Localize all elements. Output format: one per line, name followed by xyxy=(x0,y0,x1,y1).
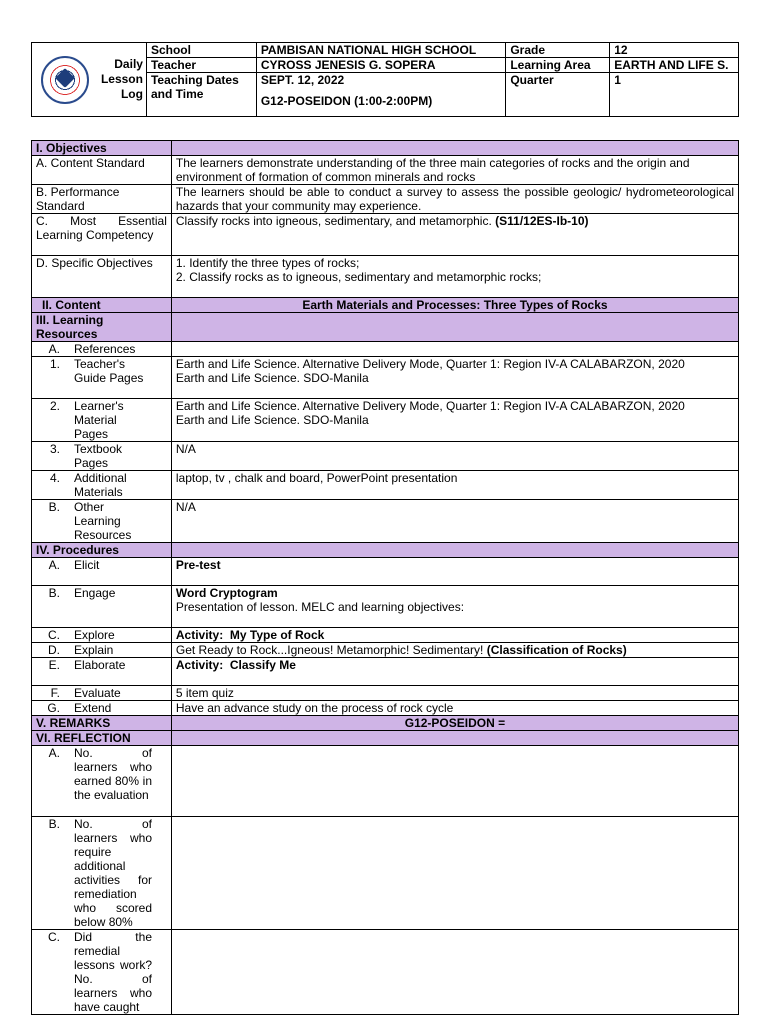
teaching-dates-label: Teaching Dates and Time xyxy=(146,73,256,117)
performance-standard-label: B. Performance Standard xyxy=(32,185,172,214)
performance-standard-value: The learners should be able to conduct a survey to assess the possible geologic/ hydrometeorological hazards that your community may experience. xyxy=(171,185,738,214)
dll-title: Daily Lesson Log xyxy=(93,43,146,117)
deped-seal-icon xyxy=(41,56,89,104)
header-table xyxy=(31,42,739,117)
reflection-c-label: C. Did the remedial lessons work? No. of learners who have caught xyxy=(32,930,172,1015)
elaborate-label: E. Elaborate xyxy=(32,658,172,686)
teachers-guide-value: Earth and Life Science. Alternative Delivery Mode, Quarter 1: Region IV-A CALABARZON, 2020 Earth and Life Science. SDO-Manila xyxy=(171,357,738,399)
additional-materials-value: laptop, tv , chalk and board, PowerPoint presentation xyxy=(171,471,738,500)
reflection-a-label: A. No. of learners who earned 80% in the evaluation xyxy=(32,746,172,817)
grade-value: 12 xyxy=(610,43,739,58)
teacher-value: CYROSS JENESIS G. SOPERA xyxy=(256,58,506,73)
quarter-value: 1 xyxy=(610,73,739,117)
teachers-guide-label: 1. Teacher's Guide Pages xyxy=(32,357,172,399)
evaluate-value: 5 item quiz xyxy=(171,686,738,701)
elicit-label: A. Elicit xyxy=(32,558,172,586)
extend-label: G. Extend xyxy=(32,701,172,716)
melc-value: Classify rocks into igneous, sedimentary, and metamorphic. (S11/12ES-Ib-10) xyxy=(171,214,738,256)
explore-label: C. Explore xyxy=(32,628,172,643)
school-value: PAMBISAN NATIONAL HIGH SCHOOL xyxy=(256,43,506,58)
melc-code: (S11/12ES-Ib-10) xyxy=(495,214,589,228)
content-standard-value: The learners demonstrate understanding of the three main categories of rocks and the origin and environment of formation of common minerals and rocks xyxy=(171,156,738,185)
reflection-c-value xyxy=(171,930,738,1015)
engage-label: B. Engage xyxy=(32,586,172,628)
evaluate-label: F. Evaluate xyxy=(32,686,172,701)
reflection-b-value xyxy=(171,817,738,930)
lesson-log-table xyxy=(31,140,739,1015)
specific-objectives-label: D. Specific Objectives xyxy=(32,256,172,298)
learning-area-value: EARTH AND LIFE S. xyxy=(610,58,739,73)
content-standard-label: A. Content Standard xyxy=(32,156,172,185)
additional-materials-label: 4. Additional Materials xyxy=(32,471,172,500)
logo-cell xyxy=(32,43,94,117)
textbook-value: N/A xyxy=(171,442,738,471)
other-resources-value: N/A xyxy=(171,500,738,543)
melc-label: C. Most Essential Learning Competency xyxy=(32,214,172,256)
engage-value: Word Cryptogram Presentation of lesson. MELC and learning objectives: xyxy=(171,586,738,628)
remarks-value: G12-POSEIDON = xyxy=(171,716,738,731)
explain-value: Get Ready to Rock...Igneous! Metamorphic! Sedimentary! (Classification of Rocks) xyxy=(171,643,738,658)
elicit-value: Pre-test xyxy=(171,558,738,586)
elaborate-value: Activity: Classify Me xyxy=(171,658,738,686)
explain-label: D. Explain xyxy=(32,643,172,658)
teacher-label: Teacher xyxy=(146,58,256,73)
references-label: A. References xyxy=(32,342,172,357)
remarks-heading: V. REMARKS xyxy=(32,716,172,731)
reflection-a-value xyxy=(171,746,738,817)
procedures-heading: IV. Procedures xyxy=(32,543,172,558)
explore-value: Activity: My Type of Rock xyxy=(171,628,738,643)
list-item: 1. Identify the three types of rocks; xyxy=(175,256,360,270)
reflection-heading: VI. REFLECTION xyxy=(32,731,172,746)
reflection-b-label: B. No. of learners who require additional activities for remediation who scored below 80% xyxy=(32,817,172,930)
extend-value: Have an advance study on the process of rock cycle xyxy=(171,701,738,716)
school-label: School xyxy=(146,43,256,58)
list-item: 2. Classify rocks as to igneous, sedimentary and metamorphic rocks; xyxy=(175,270,542,284)
learners-material-value: Earth and Life Science. Alternative Delivery Mode, Quarter 1: Region IV-A CALABARZON, 2020 Earth and Life Science. SDO-Manila xyxy=(171,399,738,442)
content-heading: II. Content xyxy=(32,298,172,313)
grade-label: Grade xyxy=(506,43,610,58)
objectives-heading: I. Objectives xyxy=(32,141,172,156)
learning-area-label: Learning Area xyxy=(506,58,610,73)
learners-material-label: 2. Learner's Material Pages xyxy=(32,399,172,442)
content-value: Earth Materials and Processes: Three Types of Rocks xyxy=(171,298,738,313)
textbook-label: 3. Textbook Pages xyxy=(32,442,172,471)
quarter-label: Quarter xyxy=(506,73,610,117)
other-resources-label: B. Other Learning Resources xyxy=(32,500,172,543)
learning-resources-heading: III. Learning Resources xyxy=(32,313,172,342)
specific-objectives-value xyxy=(171,256,738,298)
teaching-dates-value: SEPT. 12, 2022 G12-POSEIDON (1:00-2:00PM) xyxy=(256,73,506,117)
